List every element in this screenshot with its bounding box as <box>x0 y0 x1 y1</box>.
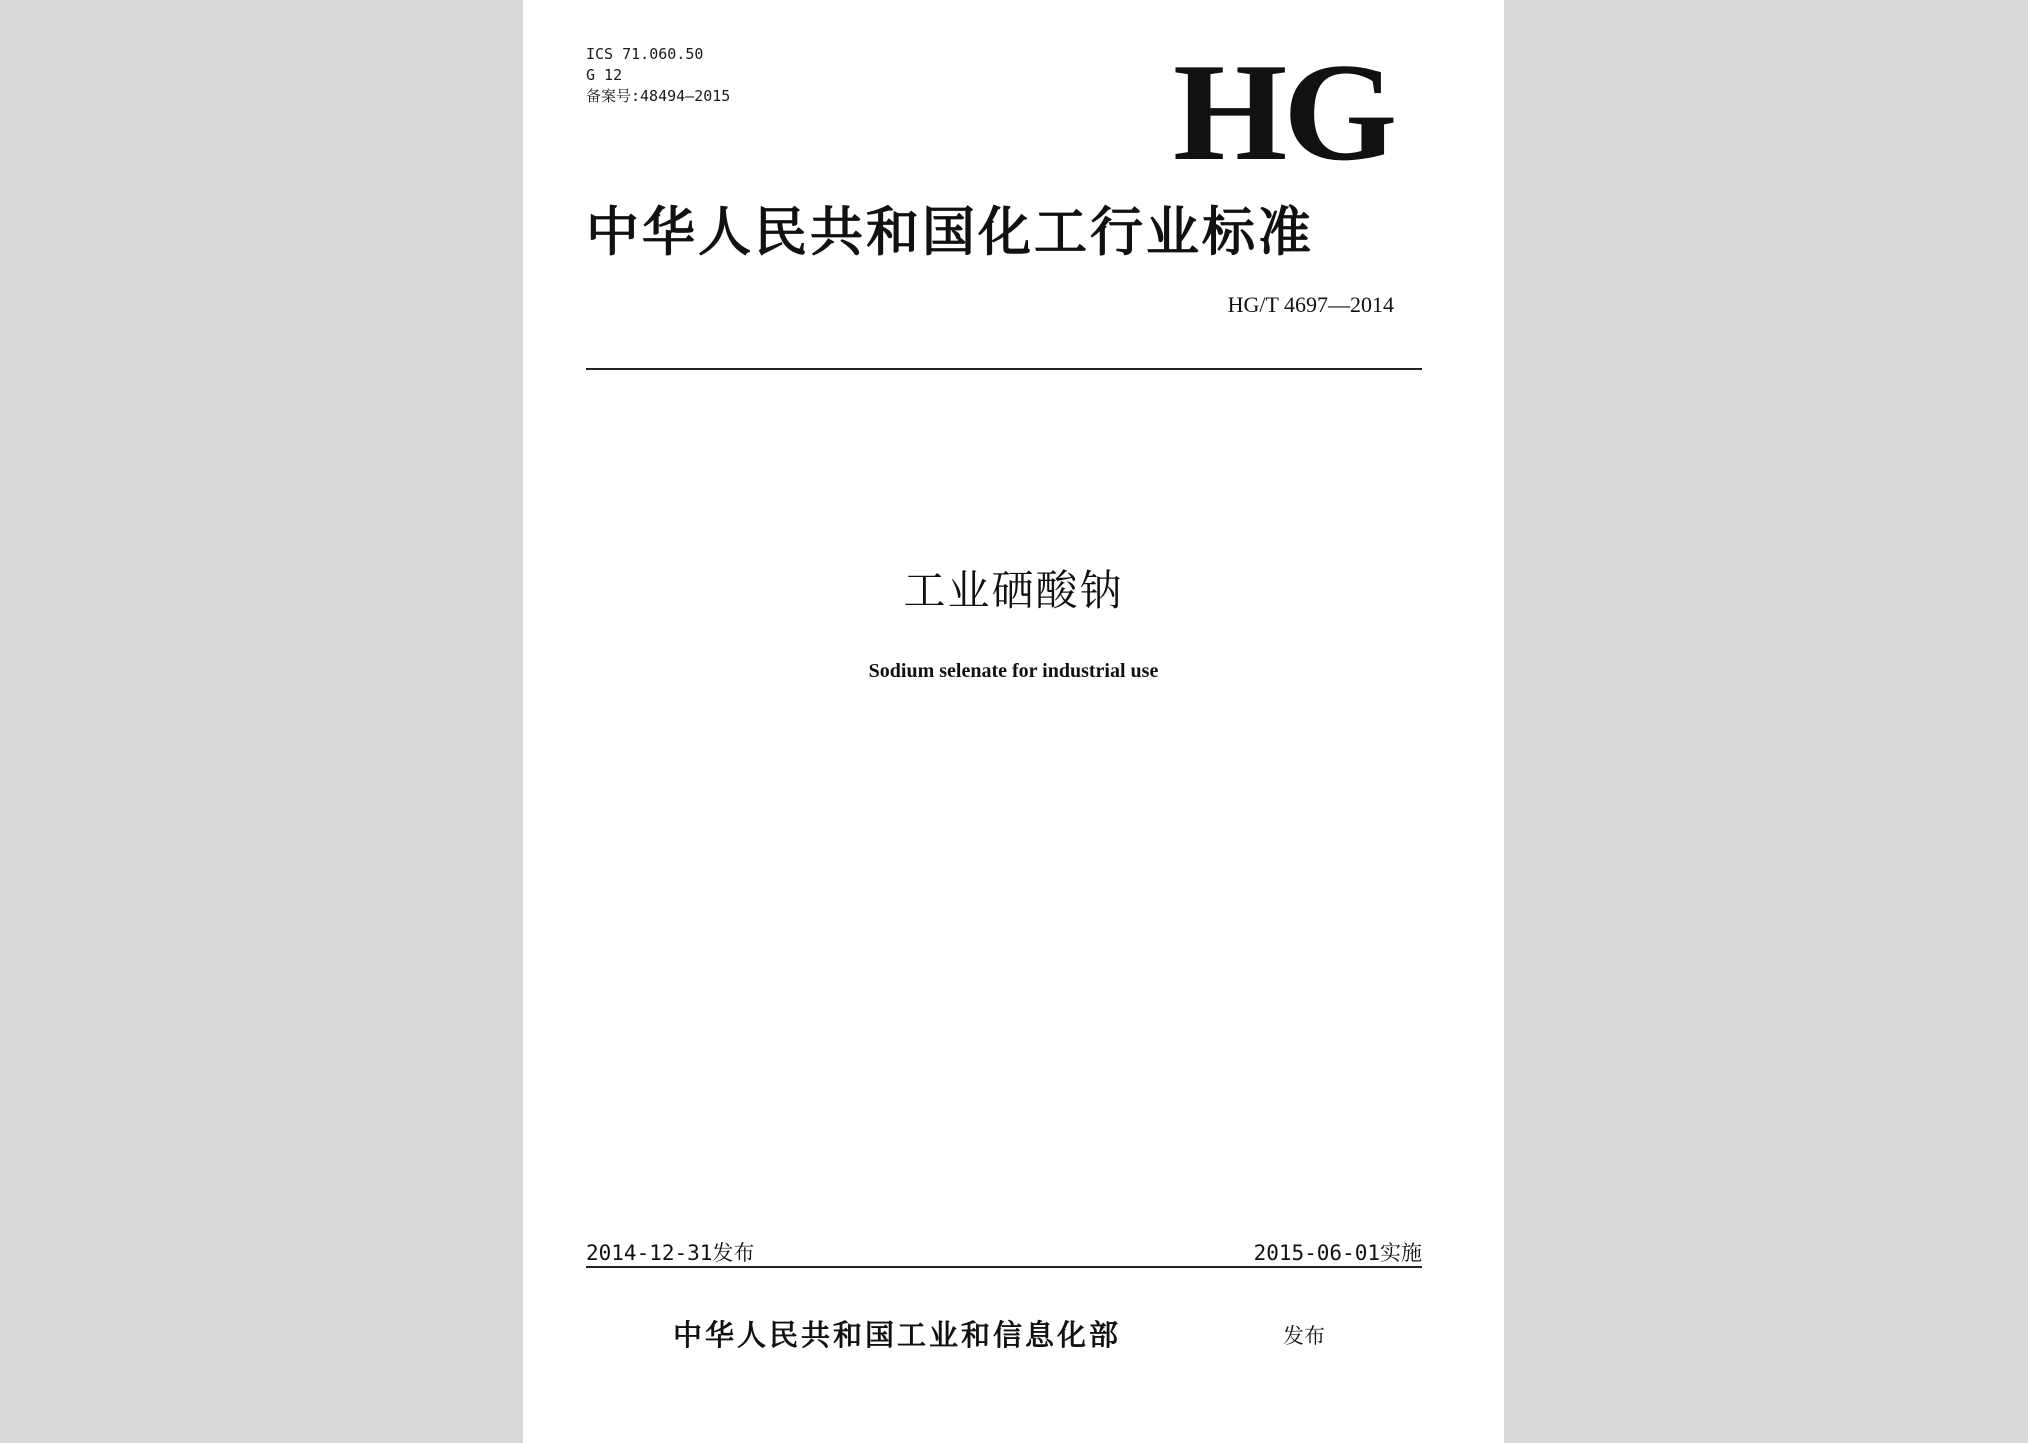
document-title-cn: 工业硒酸钠 <box>903 566 1124 615</box>
top-divider <box>586 368 1422 370</box>
hg-logo: HG <box>1173 35 1394 190</box>
ccs-code: G 12 <box>586 66 623 84</box>
issue-date: 2014-12-31发布 <box>586 1241 755 1265</box>
ics-code: ICS 71.060.50 <box>586 45 704 63</box>
standard-number: HG/T 4697—2014 <box>1227 292 1394 317</box>
classification-info <box>586 44 730 107</box>
implementation-date: 2015-06-01实施 <box>1253 1241 1422 1265</box>
record-number: 备案号:48494—2015 <box>586 87 731 105</box>
bottom-divider <box>586 1266 1422 1268</box>
document-title-en: Sodium selenate for industrial use <box>868 660 1159 682</box>
document-page <box>523 0 1504 1443</box>
standard-category-title: 中华人民共和国化工行业标准 <box>586 201 1314 263</box>
publisher-action: 发布 <box>1283 1324 1325 1348</box>
publisher-name: 中华人民共和国工业和信息化部 <box>673 1318 1122 1352</box>
